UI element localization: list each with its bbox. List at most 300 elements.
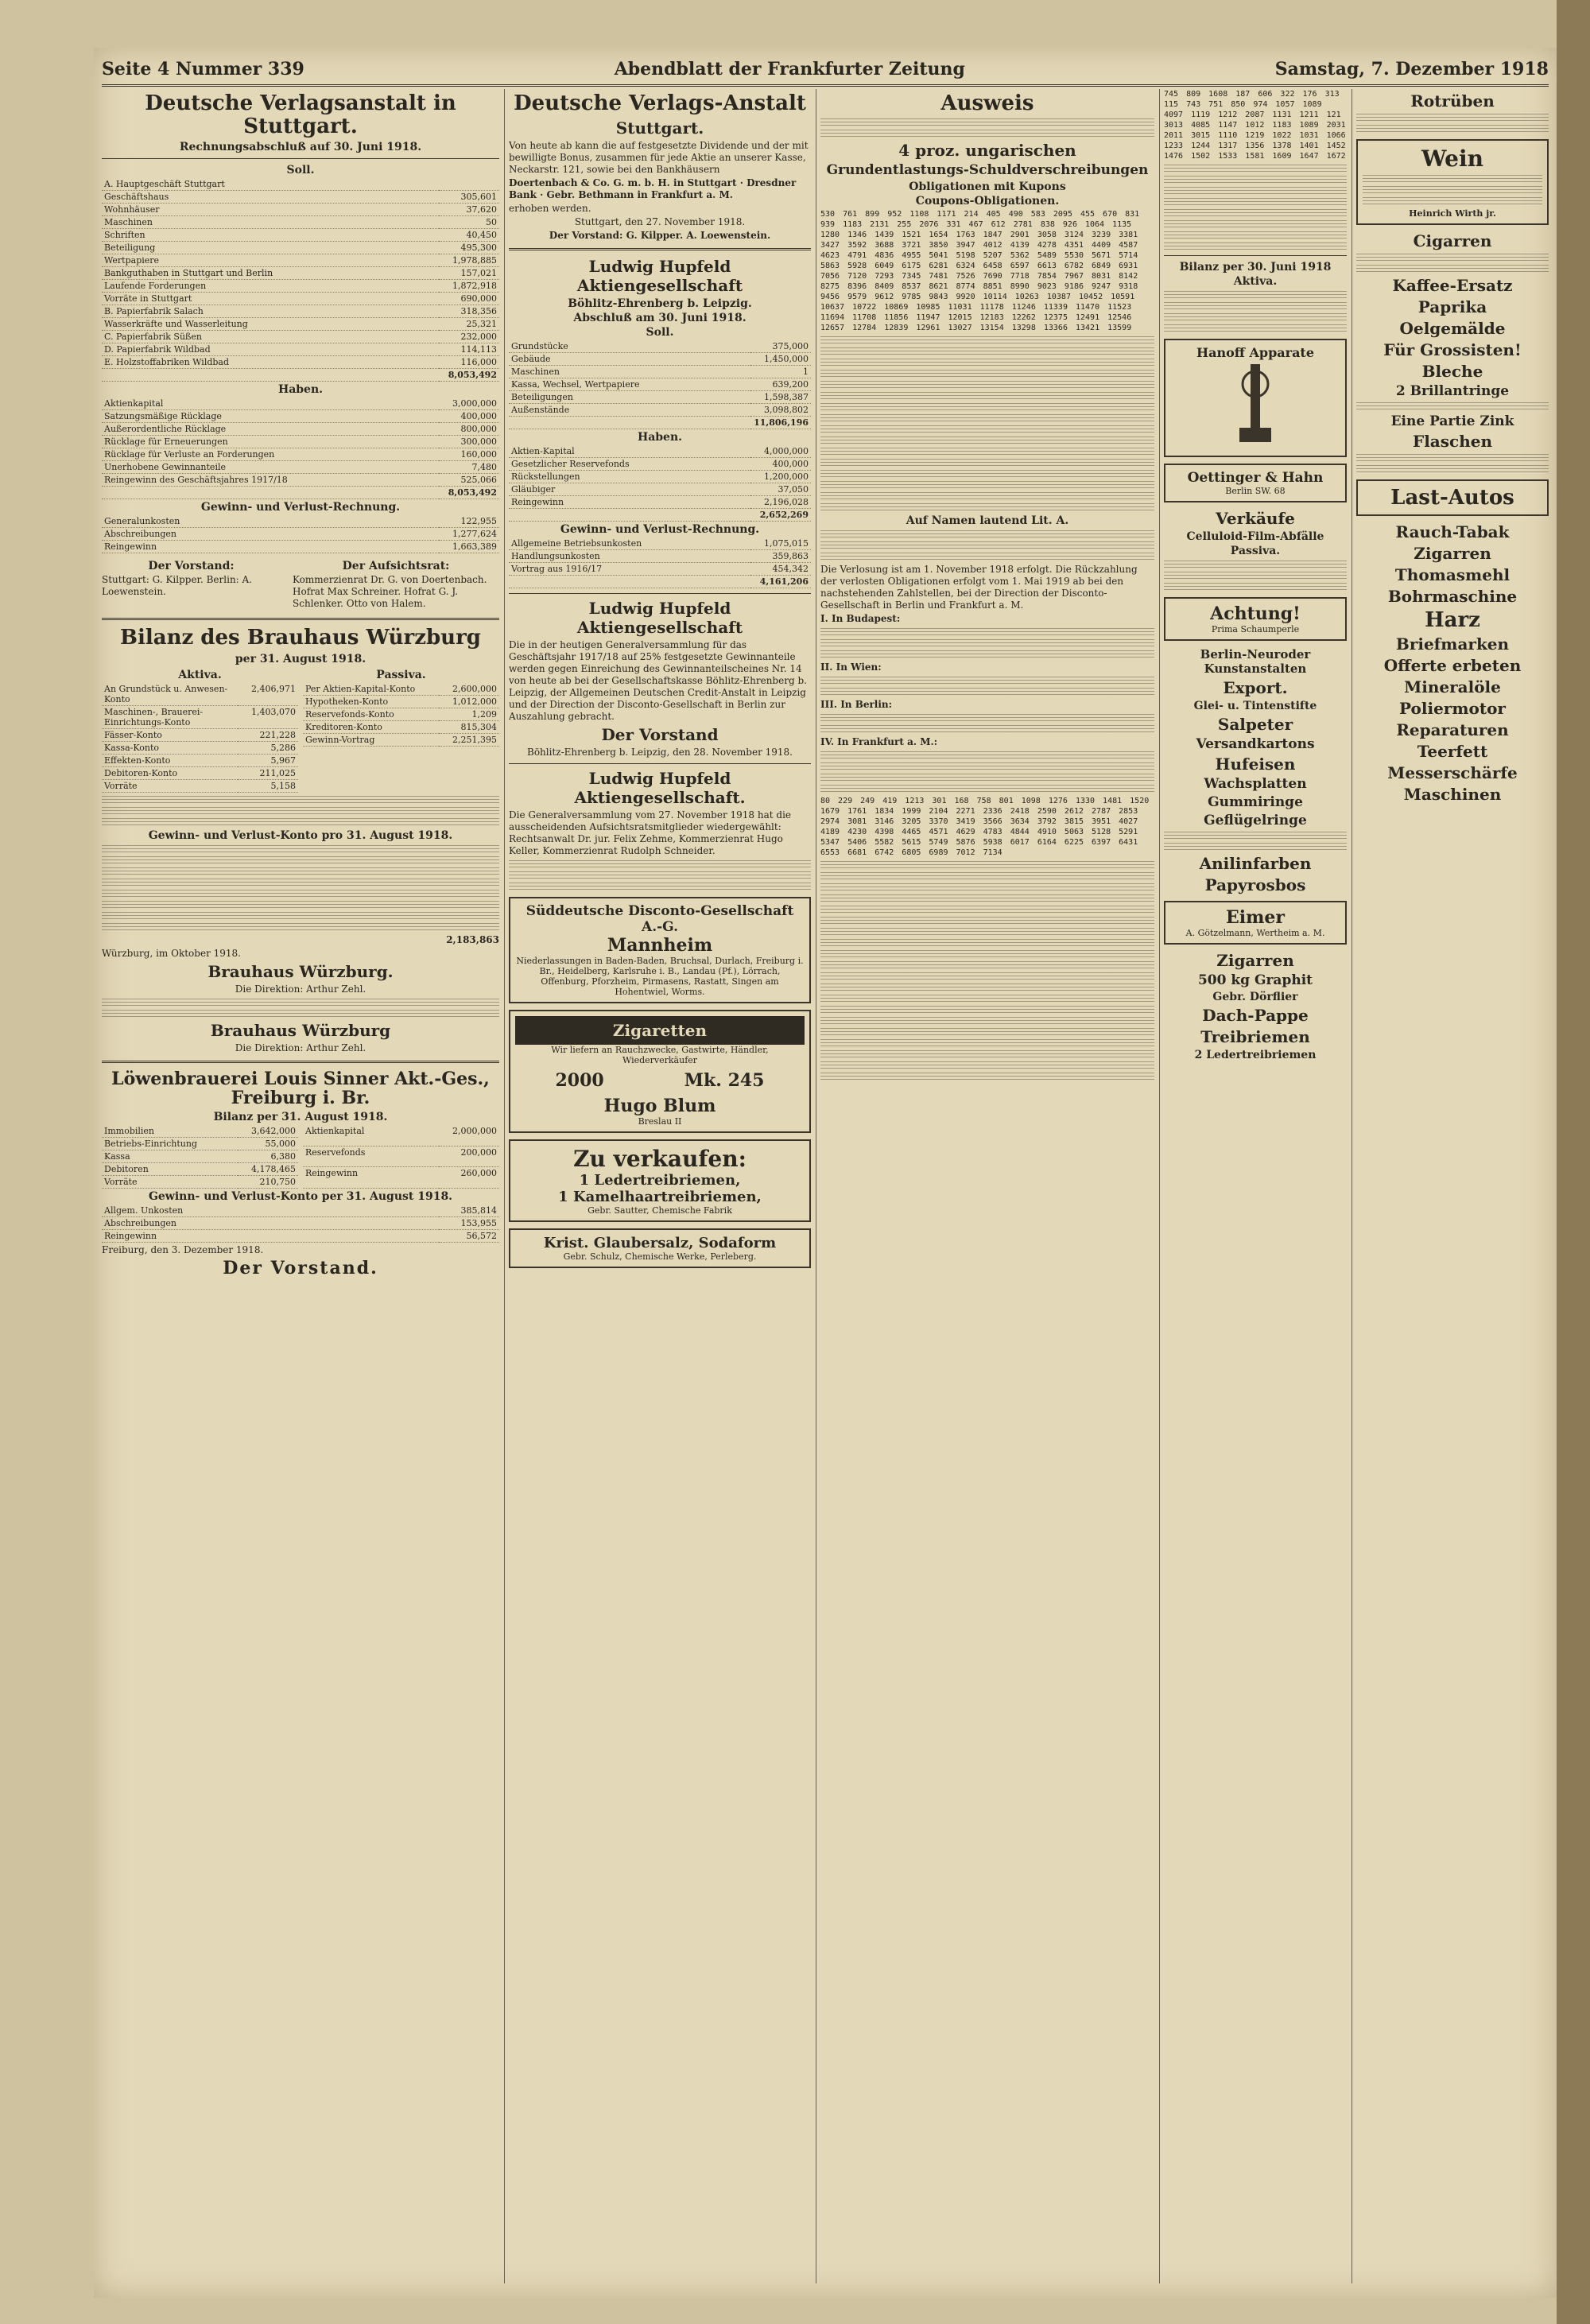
table-cell-label: Allgemeine Betriebsunkosten: [509, 537, 750, 550]
zink-title: Eine Partie Zink: [1390, 413, 1514, 429]
column-3: [820, 89, 1154, 2283]
hupfeld2-text: Die in der heutigen Generalversammlung für das Geschäftsjahr 1917/18 auf 25% festgesetzte Gewinnanteile werden gegen Einreichung des Gewinnanteilscheines Nr. 14 von heute ab bei der Gesellschaftskasse Böhlitz-Ehrenberg b. Leipzig, der Allgemeinen Deutschen Credit-Anstalt in Leipzig und der Direction der Disconto-Gesellschaft in Berlin zur Auszahlung gebracht.: [509, 638, 807, 722]
verlags-anstalt-city: Stuttgart.: [615, 118, 704, 138]
table-cell-label: Gläubiger: [509, 483, 750, 495]
verlags-anstalt-banks: Doertenbach & Co. G. m. b. H. in Stuttgart · Dresdner Bank · Gebr. Bethmann in Frankfurt a. M.: [509, 177, 797, 200]
body-text-line: [820, 370, 1154, 378]
wein-firm: Heinrich Wirth jr.: [1409, 208, 1496, 219]
body-text-line: [820, 650, 1154, 658]
body-text-line: [820, 359, 1154, 367]
hupfeld2-vorstand: Der Vorstand: [601, 724, 719, 744]
gefluegel-title: Geflügelringe: [1204, 813, 1307, 828]
disconto-text: Niederlassungen in Baden-Baden, Bruchsal, Durlach, Freiburg i. Br., Heidelberg, Karlsruhe i. B., Landau (Pf.), Lörrach, Offenburg, Pforzheim, Pirmasens, Rastatt, Singen am Hohentwiel, Worms.: [516, 955, 804, 997]
body-text-line: [820, 448, 1154, 456]
verlags-anstalt-banks-tail: erhoben werden.: [509, 202, 591, 214]
verlags-anstalt-vorstand: Der Vorstand: G. Kilpper. A. Loewenstein.: [549, 229, 771, 241]
table-row: [102, 474, 499, 487]
table-cell-value: 260,000: [439, 1167, 499, 1189]
body-text-line: [820, 725, 1154, 733]
table-cell-label: D. Papierfabrik Wildbad: [102, 343, 439, 356]
body-text-line: [1164, 187, 1347, 195]
verkauf-line-1: 1 Ledertreibriemen,: [579, 1171, 741, 1189]
table-row: [509, 457, 811, 470]
aufsichtsrat-names: Kommerzienrat Dr. G. von Doertenbach. Hofrat Max Schreiner. Hofrat G. J. Schlenker. Otto von Halem.: [293, 574, 487, 610]
messer-title: Messerschärfe: [1387, 763, 1518, 782]
brauhaus-total: 2,183,863: [446, 933, 499, 945]
body-text-line: [820, 553, 1154, 561]
table-cell-value: 7,480: [439, 461, 499, 474]
body-text-line: [820, 541, 1154, 549]
zigaretten-city: Breslau II: [638, 1115, 682, 1127]
oelgemaelde-title: Oelgemälde: [1399, 319, 1506, 338]
table-cell-value: 2,196,028: [750, 495, 811, 508]
table-row: [102, 728, 298, 741]
table-row: [102, 1176, 298, 1189]
table-cell-label: Kassa: [102, 1150, 238, 1163]
page-edge: [1557, 0, 1590, 2324]
table-row: [303, 683, 499, 696]
treib2-title: 2 Ledertreibriemen: [1194, 1049, 1317, 1061]
body-text-line: [820, 688, 1154, 696]
table-cell-label: Per Aktien-Kapital-Konto: [303, 683, 439, 696]
table-cell-value: 305,601: [439, 191, 499, 204]
glaubersalz-ad: [509, 1228, 811, 1268]
body-text-line: [1356, 265, 1549, 273]
teerfett-title: Teerfett: [1417, 742, 1488, 761]
body-text-line: [102, 807, 499, 815]
column-2: [509, 89, 811, 2283]
table-row: [509, 495, 811, 508]
brauhaus-subtitle: per 31. August 1918.: [235, 652, 366, 665]
hanoff-ad: [1164, 339, 1347, 457]
table-cell-label: Wertpapiere: [102, 254, 439, 267]
table-cell-value: 56,572: [439, 1230, 499, 1243]
table-row: [102, 216, 499, 229]
table-cell-value: 40,450: [439, 229, 499, 242]
body-text-line: [102, 796, 499, 804]
kaffee-title: Kaffee-Ersatz: [1392, 276, 1513, 295]
body-text-line: [820, 961, 1154, 969]
eimer-ad: [1164, 901, 1347, 945]
table-row: [509, 365, 811, 378]
loewen-passiva-table: [303, 1125, 499, 1189]
zigaretten-title: Zigaretten: [515, 1016, 805, 1045]
hanoff-title: Hanoff Apparate: [1196, 345, 1314, 360]
body-text-line: [820, 347, 1154, 355]
table-cell-label: E. Holzstoffabriken Wildbad: [102, 356, 439, 369]
verlag-subtitle: Rechnungsabschluß auf 30. Juni 1918.: [179, 141, 422, 154]
table-cell-value: 5,158: [238, 779, 298, 792]
table-row: [509, 483, 811, 495]
disconto-ad: [509, 897, 811, 1003]
table-cell-value: 1,277,624: [439, 528, 499, 541]
issue-date: Samstag, 7. Dezember 1918: [1274, 59, 1549, 80]
table-row: [102, 343, 499, 356]
body-text-line: [820, 414, 1154, 422]
hupfeld-title: Ludwig Hupfeld Aktiengesellschaft: [576, 256, 743, 295]
body-text-line: [1164, 165, 1347, 173]
body-text-line: [1164, 324, 1347, 332]
table-total: [509, 416, 811, 429]
table-cell-label: Generalunkosten: [102, 515, 439, 528]
lastautos-ad: [1356, 479, 1549, 516]
brauhaus-name-2: Brauhaus Würzburg: [210, 1020, 391, 1040]
table-cell-value: 2,251,395: [439, 733, 499, 746]
loewen-aktiva-table: [102, 1125, 298, 1189]
wuerzburg-date: Würzburg, im Oktober 1918.: [102, 947, 241, 959]
table-cell-label: Maschinen: [509, 365, 750, 378]
table-cell-label: Kreditoren-Konto: [303, 720, 439, 733]
body-text-line: [820, 459, 1154, 467]
body-text-line: [1356, 114, 1549, 122]
body-text-line: [1356, 465, 1549, 473]
body-text-line: [820, 481, 1154, 489]
table-row: [303, 1167, 499, 1189]
table-cell-label: Kassa, Wechsel, Wertpapiere: [509, 378, 750, 390]
hupfeld3-title: Ludwig Hupfeld Aktiengesellschaft.: [574, 768, 746, 807]
body-text-line: [102, 901, 499, 909]
haben-label: Haben.: [277, 383, 324, 397]
bleche-title: Bleche: [1421, 362, 1483, 381]
table-cell-value: 815,304: [439, 720, 499, 733]
table-row: [102, 410, 499, 423]
verlags-anstalt-title: Deutsche Verlags-Anstalt: [514, 91, 806, 115]
table-cell-label: Bankguthaben in Stuttgart und Berlin: [102, 267, 439, 280]
soll-label: Soll.: [286, 164, 315, 177]
zigaretten-ad: [509, 1010, 811, 1133]
maschinen-title: Maschinen: [1403, 785, 1502, 804]
aktiva-table: [102, 683, 298, 793]
table-cell-value: 385,814: [439, 1205, 499, 1217]
table-cell-label: Fässer-Konto: [102, 728, 238, 741]
body-text-line: [1164, 291, 1347, 299]
page-number: Seite 4 Nummer 339: [102, 59, 304, 80]
table-row: [303, 708, 499, 720]
reparaturen-title: Reparaturen: [1396, 720, 1509, 739]
table-cell-label: [509, 508, 750, 521]
table-row: [509, 537, 811, 550]
zigarren2-title: Zigarren: [1414, 544, 1491, 563]
disconto-title: Süddeutsche Disconto-Gesellschaft A.-G.: [525, 902, 794, 935]
body-text-line: [820, 984, 1154, 991]
body-text-line: [820, 1061, 1154, 1069]
table-cell-value: 8,053,492: [439, 487, 499, 499]
body-text-line: [820, 928, 1154, 936]
table-cell-label: Satzungsmäßige Rücklage: [102, 410, 439, 423]
eimer-title: Eimer: [1226, 907, 1285, 928]
apparatus-illustration: [1224, 360, 1287, 448]
table-cell-label: Laufende Forderungen: [102, 280, 439, 293]
body-text-line: [820, 639, 1154, 647]
haben-table: [102, 398, 499, 499]
cigarren-title: Cigarren: [1413, 231, 1492, 250]
table-cell-label: Rücklage für Verluste an Forderungen: [102, 448, 439, 461]
column-5: [1356, 89, 1549, 2283]
table-cell-value: 495,300: [439, 242, 499, 254]
zigaretten-count: 2000: [555, 1069, 604, 1091]
hupfeld-guv-title: Gewinn- und Verlust-Rechnung.: [560, 522, 760, 536]
table-cell-label: Beteiligungen: [509, 390, 750, 403]
table-cell-label: Schriften: [102, 229, 439, 242]
achtung-ad: [1164, 597, 1347, 641]
table-cell-label: Unerhobene Gewinnanteile: [102, 461, 439, 474]
hupfeld-city: Böhlitz-Ehrenberg b. Leipzig.: [568, 297, 752, 310]
body-text-line: [509, 860, 811, 868]
body-text-line: [820, 1050, 1154, 1058]
body-text-line: [820, 118, 1154, 126]
body-text-line: [820, 714, 1154, 722]
table-row: [509, 378, 811, 390]
body-text-line: [820, 950, 1154, 958]
zigaretten-text: Wir liefern an Rauchzwecke, Gastwirte, Händler, Wiederverkäufer: [551, 1044, 769, 1065]
table-cell-label: Maschinen: [102, 216, 439, 229]
hupfeld2-title: Ludwig Hupfeld Aktiengesellschaft: [576, 598, 743, 637]
paprika-title: Paprika: [1417, 297, 1487, 316]
table-cell-label: Effekten-Konto: [102, 754, 238, 766]
table-row: [303, 733, 499, 746]
table-cell-label: Wasserkräfte und Wasserleitung: [102, 318, 439, 331]
table-cell-value: 11,806,196: [750, 416, 811, 429]
table-cell-value: 375,000: [750, 340, 811, 353]
body-text-line: [1164, 242, 1347, 250]
ausweis-sub-3: Obligationen mit Kupons: [909, 180, 1066, 193]
table-cell-value: 157,021: [439, 267, 499, 280]
divider: [509, 248, 811, 250]
body-text-line: [820, 503, 1154, 511]
ausweis-section-5: III. In Berlin:: [820, 698, 893, 710]
table-row: [102, 741, 298, 754]
hupfeld-haben-label: Haben.: [637, 430, 683, 444]
hupfeld-soll-table: [509, 340, 811, 429]
freiburg-date: Freiburg, den 3. Dezember 1918.: [102, 1244, 264, 1256]
body-text-line: [820, 995, 1154, 1003]
harz-title: Harz: [1425, 608, 1480, 632]
grossisten-title: Für Grossisten!: [1383, 340, 1522, 359]
body-text-line: [102, 912, 499, 920]
divider: [509, 763, 811, 764]
hupfeld-soll-label: Soll.: [646, 325, 674, 339]
table-cell-value: 1,209: [439, 708, 499, 720]
table-cell-label: Rücklage für Erneuerungen: [102, 436, 439, 448]
table-cell-value: 5,967: [238, 754, 298, 766]
table-row: [102, 705, 298, 728]
zigaretten-firm: Hugo Blum: [603, 1095, 716, 1116]
body-text-line: [820, 939, 1154, 947]
verkaeufe-title: Verkäufe: [1216, 509, 1295, 528]
verkauf-line-2: 1 Kamelhaartreibriemen,: [558, 1188, 762, 1205]
body-text-line: [509, 871, 811, 879]
table-row: [509, 445, 811, 458]
hupfeld3-text: Die Generalversammlung vom 27. November 1918 hat die ausscheidenden Aufsichtsratsmitglieder wiedergewählt: Rechtsanwalt Dr. jur. Felix Zehme, Kommerzienrat Hugo Keller, Kommerzienrat Rudolph Schneider.: [509, 809, 792, 856]
aufsichtsrat-label: Der Aufsichtsrat:: [342, 560, 450, 573]
ausweis-title: Ausweis: [940, 91, 1034, 115]
primaschaum-text: Prima Schaumperle: [1211, 624, 1300, 634]
graphit-title: 500 kg Graphit: [1197, 972, 1313, 988]
newspaper-page: [94, 48, 1557, 2298]
table-cell-label: Vorräte: [102, 1176, 238, 1189]
table-cell-label: Debitoren-Konto: [102, 766, 238, 779]
table-row: [102, 204, 499, 216]
table-row: [102, 448, 499, 461]
zigaretten-price: Mk. 245: [684, 1069, 765, 1091]
table-cell-label: Geschäftshaus: [102, 191, 439, 204]
table-cell-label: Reingewinn: [102, 1230, 439, 1243]
table-cell-value: 211,025: [238, 766, 298, 779]
vorstand-label: Der Vorstand:: [148, 560, 235, 573]
brauhaus-direktion-2: Die Direktion: Arthur Zehl.: [235, 1042, 366, 1053]
body-text-line: [1164, 209, 1347, 217]
rauchtabak-title: Rauch-Tabak: [1395, 522, 1510, 541]
divider: [102, 1061, 499, 1063]
table-row: [102, 1205, 499, 1217]
verlag-title: Deutsche Verlagsanstalt in Stuttgart.: [145, 91, 456, 138]
table-cell-label: [509, 575, 750, 588]
table-cell-label: Maschinen-, Brauerei-Einrichtungs-Konto: [102, 705, 238, 728]
table-cell-label: Grundstücke: [509, 340, 750, 353]
body-text-line: [820, 530, 1154, 538]
body-text-line: [820, 1039, 1154, 1047]
table-cell-value: 690,000: [439, 293, 499, 305]
salpeter-title: Salpeter: [1217, 715, 1293, 734]
table-cell-value: 2,000,000: [439, 1125, 499, 1146]
table-cell-value: 5,286: [238, 741, 298, 754]
body-text-line: [820, 470, 1154, 478]
body-text-line: [1356, 125, 1549, 133]
column-4: [1164, 89, 1347, 2283]
loewen-guv-title: Gewinn- und Verlust-Konto per 31. August 1918.: [148, 1190, 453, 1204]
body-text-line: [820, 906, 1154, 914]
verlags-anstalt-intro: Von heute ab kann die auf festgesetzte Dividende und der mit bewilligte Bonus, zusammen für jede Aktie an unserer Kasse, Neckarstr. 121, sowie bei den Bankhäusern: [509, 139, 809, 175]
ausweis-section-3: I. In Budapest:: [820, 612, 901, 624]
body-text-line: [820, 972, 1154, 980]
thomasmehl-title: Thomasmehl: [1394, 565, 1510, 584]
table-row: [102, 280, 499, 293]
table-total: [509, 575, 811, 588]
body-text-line: [509, 883, 811, 890]
body-text-line: [1164, 313, 1347, 321]
hupfeld-guv-table: [509, 537, 811, 588]
body-text-line: [1164, 231, 1347, 239]
table-row: [509, 549, 811, 562]
body-text-line: [102, 856, 499, 864]
body-text-line: [1164, 220, 1347, 228]
table-cell-value: 114,113: [439, 343, 499, 356]
table-row: [509, 390, 811, 403]
brauhaus-title: Bilanz des Brauhaus Würzburg: [120, 626, 481, 650]
body-text-line: [820, 917, 1154, 925]
glaubersalz-title: Krist. Glaubersalz, Sodaform: [543, 1234, 777, 1251]
table-row: [102, 1230, 499, 1243]
ausweis-sub-1: 4 proz. ungarischen: [898, 140, 1076, 160]
body-text-line: [820, 436, 1154, 444]
column-rule: [504, 89, 505, 2283]
column-1: [102, 89, 499, 2283]
body-text-line: [1164, 198, 1347, 206]
body-text-line: [820, 894, 1154, 902]
table-cell-label: Gebäude: [509, 352, 750, 365]
briefmarken-title: Briefmarken: [1395, 634, 1510, 654]
table-cell-label: An Grundstück u. Anwesen-Konto: [102, 683, 238, 706]
poliermotor-title: Poliermotor: [1399, 699, 1506, 718]
body-text-line: [820, 403, 1154, 411]
table-cell-label: Beteiligung: [102, 242, 439, 254]
table-row: [102, 541, 499, 553]
table-cell-label: A. Hauptgeschäft Stuttgart: [102, 178, 439, 191]
table-cell-value: 4,000,000: [750, 445, 811, 458]
table-cell-label: Rückstellungen: [509, 470, 750, 483]
table-cell-label: B. Papierfabrik Salach: [102, 305, 439, 318]
table-cell-value: 37,050: [750, 483, 811, 495]
aktiva-label: Aktiva.: [178, 668, 222, 681]
table-cell-value: 1,598,387: [750, 390, 811, 403]
divider: [102, 618, 499, 620]
body-text-line: [1356, 402, 1549, 410]
table-cell-label: Gesetzlicher Reservefonds: [509, 457, 750, 470]
table-cell-value: 1,012,000: [439, 695, 499, 708]
table-cell-label: Reingewinn: [102, 541, 439, 553]
table-row: [509, 340, 811, 353]
table-row: [102, 461, 499, 474]
table-row: [102, 1125, 298, 1138]
body-text-line: [820, 785, 1154, 793]
hupfeld2-date: Böhlitz-Ehrenberg b. Leipzig, den 28. November 1918.: [527, 746, 793, 758]
table-cell-label: Reservefonds: [303, 1146, 439, 1167]
table-cell-label: Reingewinn: [509, 495, 750, 508]
table-cell-label: [509, 416, 750, 429]
table-cell-value: 400,000: [750, 457, 811, 470]
body-text-line: [102, 867, 499, 875]
table-cell-value: 2,652,269: [750, 508, 811, 521]
body-text-line: [820, 628, 1154, 636]
table-row: [102, 191, 499, 204]
brauhaus-guv-title: Gewinn- und Verlust-Konto pro 31. August 1918.: [148, 828, 453, 842]
table-cell-value: 1,403,070: [238, 705, 298, 728]
table-cell-value: 25,321: [439, 318, 499, 331]
table-row: [303, 1125, 499, 1146]
table-row: [102, 331, 499, 343]
divider: [509, 593, 811, 594]
table-row: [102, 683, 298, 706]
brauhaus-name: Brauhaus Würzburg.: [207, 961, 394, 981]
body-text-line: [820, 1006, 1154, 1014]
table-row: [509, 403, 811, 416]
table-row: [102, 1163, 298, 1176]
body-text-line: [820, 392, 1154, 400]
table-cell-label: Vorräte: [102, 779, 238, 792]
body-text-line: [1164, 176, 1347, 184]
table-row: [102, 398, 499, 410]
oettinger-ad: [1164, 464, 1347, 502]
table-cell-label: Wohnhäuser: [102, 204, 439, 216]
flaschen-title: Flaschen: [1413, 432, 1492, 451]
body-text-line: [820, 883, 1154, 891]
achtung-title: Achtung!: [1210, 603, 1301, 624]
table-cell-label: Reservefonds-Konto: [303, 708, 439, 720]
table-cell-label: Kassa-Konto: [102, 741, 238, 754]
body-text-line: [1164, 583, 1347, 591]
table-row: [102, 229, 499, 242]
col4-passiva-label: Passiva.: [1230, 545, 1281, 557]
body-text-line: [820, 381, 1154, 389]
dach-title: Dach-Pappe: [1202, 1006, 1309, 1025]
table-cell-value: 232,000: [439, 331, 499, 343]
table-row: [102, 293, 499, 305]
body-text-line: [102, 1010, 499, 1018]
table-cell-value: 4,161,206: [750, 575, 811, 588]
table-total: [509, 508, 811, 521]
glaubersalz-firm: Gebr. Schulz, Chemische Werke, Perleberg.: [563, 1251, 757, 1262]
table-row: [102, 779, 298, 792]
